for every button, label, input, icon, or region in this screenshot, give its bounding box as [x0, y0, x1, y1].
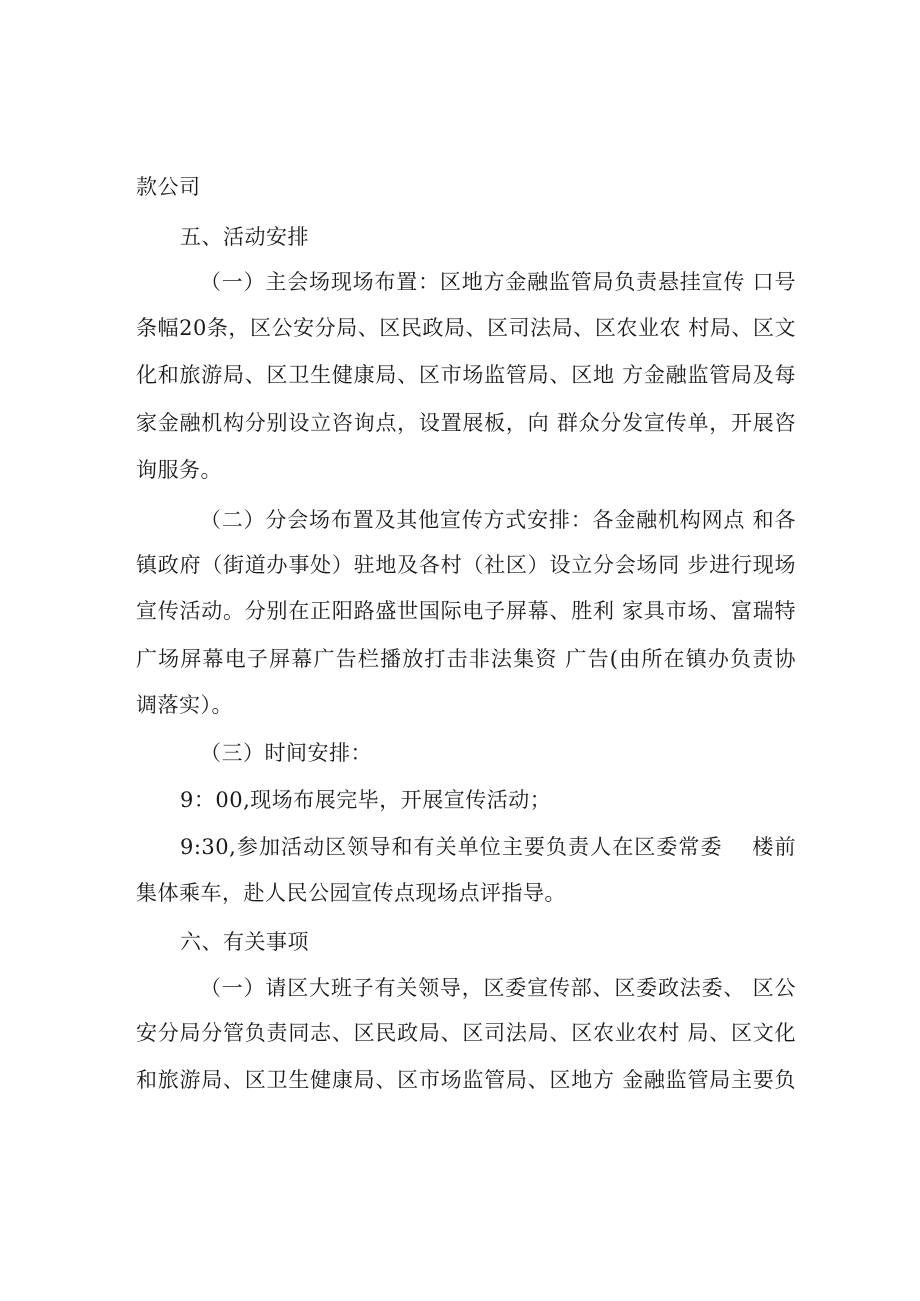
- text-line: 镇政府（街道办事处）驻地及各村（社区）设立分会场同 步进行现场: [136, 553, 796, 577]
- text-line: 广场屏幕电子屏幕广告栏播放打击非法集资 广告(由所在镇办负责协: [136, 647, 796, 671]
- text-line: （一）主会场现场布置：区地方金融监管局负责悬挂宣传 口号: [200, 270, 796, 294]
- text-line: 款公司: [136, 175, 201, 199]
- text-line: （三）时间安排：: [200, 741, 372, 765]
- text-line: 9：00,现场布展完毕，开展宣传活动；: [180, 788, 552, 812]
- text-line: 询服务。: [136, 458, 222, 482]
- text-line: 安分局分管负责同志、区民政局、区司法局、区农业农村 局、区文化: [136, 1021, 796, 1045]
- text-line: 化和旅游局、区卫生健康局、区市场监管局、区地 方金融监管局及每: [136, 363, 796, 387]
- text-line: （一）请区大班子有关领导，区委宣传部、区委政法委、 区公: [200, 976, 796, 1000]
- text-line: 9:30,参加活动区领导和有关单位主要负责人在区委常委 楼前: [180, 835, 796, 859]
- text-line: 和旅游局、区卫生健康局、区市场监管局、区地方 金融监管局主要负: [136, 1068, 796, 1092]
- text-line: 条幅20条，区公安分局、区民政局、区司法局、区农业农 村局、区文: [136, 316, 796, 340]
- text-line: 宣传活动。分别在正阳路盛世国际电子屏幕、胜利 家具市场、富瑞特: [136, 599, 796, 623]
- text-line: 家金融机构分别设立咨询点，设置展板，向 群众分发宣传单，开展咨: [136, 411, 796, 435]
- text-line: 调落实）。: [136, 693, 233, 717]
- text-line: （二）分会场布置及其他宣传方式安排：各金融机构网点 和各: [200, 508, 796, 532]
- text-line: 集体乘车，赴人民公园宣传点现场点评指导。: [136, 881, 566, 905]
- section-heading: 六、有关事项: [180, 930, 309, 954]
- section-heading: 五、活动安排: [180, 225, 309, 249]
